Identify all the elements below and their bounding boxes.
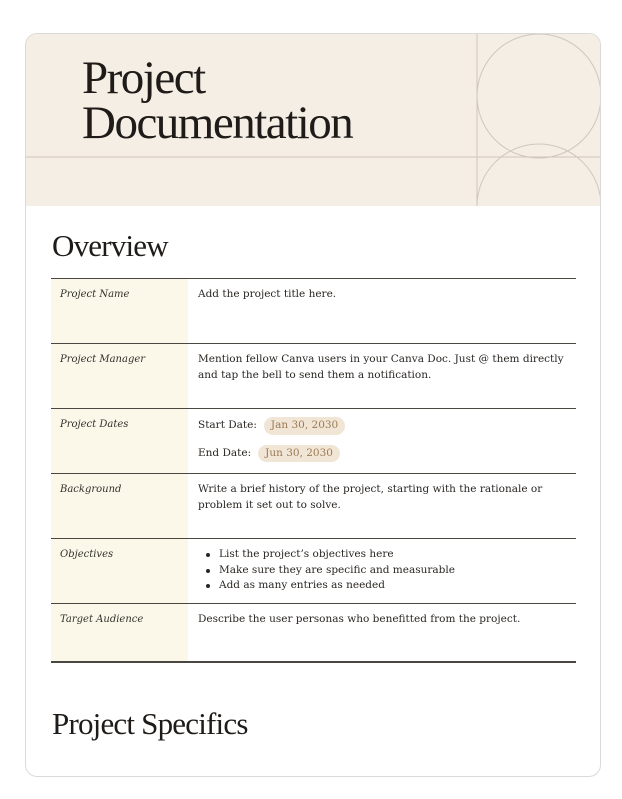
row-label-background[interactable]: Background (51, 474, 188, 538)
row-value-project-dates[interactable] (188, 409, 576, 473)
row-label-project-name[interactable]: Project Name (51, 279, 188, 343)
end-date-line (198, 445, 566, 463)
decorative-circle (477, 34, 601, 158)
row-value-background[interactable]: Write a brief history of the project, starting with the rationale or problem it set out to solve. (198, 483, 543, 511)
table-row (51, 538, 576, 603)
start-date-label: Start Date: (198, 419, 257, 431)
objective-item[interactable]: List the project’s objectives here (206, 547, 566, 563)
row-label-project-manager[interactable]: Project Manager (51, 344, 188, 408)
document-title[interactable]: Project Documentation (82, 52, 353, 149)
row-label-project-dates[interactable]: Project Dates (51, 409, 188, 473)
header-banner (26, 34, 601, 206)
table-row (51, 343, 576, 408)
overview-heading[interactable]: Overview (52, 228, 168, 263)
table-row (51, 603, 576, 663)
document-page (25, 33, 601, 777)
row-label-target-audience[interactable]: Target Audience (51, 604, 188, 661)
row-value-target-audience[interactable]: Describe the user personas who benefitted from the project. (198, 613, 521, 625)
decorative-arch (477, 144, 601, 206)
row-value-objectives[interactable] (188, 539, 576, 603)
overview-table (51, 278, 576, 663)
end-date-chip[interactable]: Jun 30, 2030 (258, 445, 340, 463)
objective-item[interactable]: Add as many entries as needed (206, 578, 566, 594)
table-row (51, 278, 576, 343)
start-date-line (198, 417, 566, 435)
row-label-objectives[interactable]: Objectives (51, 539, 188, 603)
table-row (51, 473, 576, 538)
start-date-chip[interactable]: Jan 30, 2030 (264, 417, 345, 435)
row-value-project-name[interactable]: Add the project title here. (198, 288, 337, 300)
table-row (51, 408, 576, 473)
project-specifics-heading[interactable]: Project Specifics (52, 706, 248, 741)
objective-item[interactable]: Make sure they are specific and measurable (206, 563, 566, 579)
objectives-list (198, 547, 566, 594)
row-value-project-manager[interactable]: Mention fellow Canva users in your Canva Doc. Just @ them directly and tap the bell to send them a notification. (198, 353, 564, 381)
end-date-label: End Date: (198, 446, 252, 459)
